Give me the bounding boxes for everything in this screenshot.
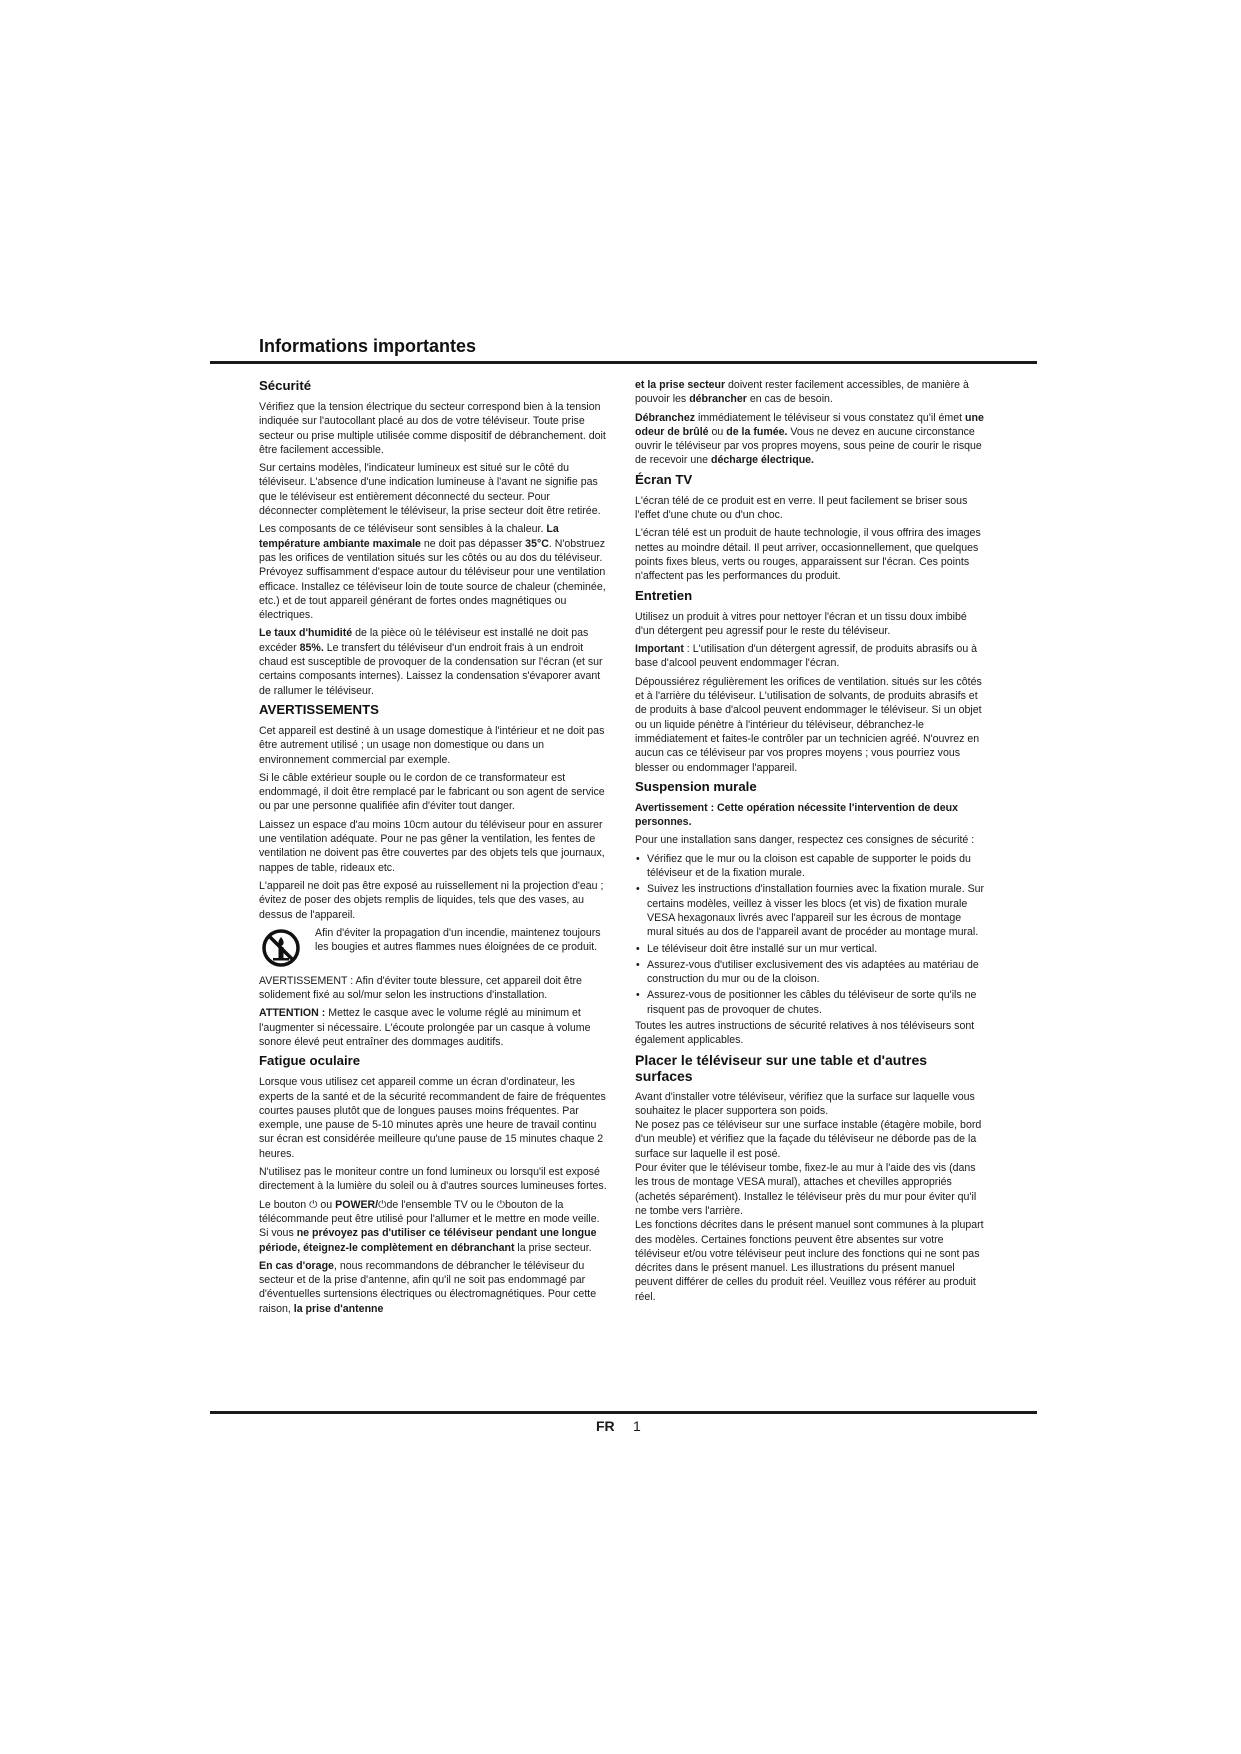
paragraph: ATTENTION : Mettez le casque avec le volume réglé au minimum et l'augmenter si nécessaire. L'écoute prolongée par un casque à volume sonore élevé peut entraîner des dommages auditifs.	[259, 1007, 591, 1048]
wall-mount-list	[635, 852, 987, 1017]
no-open-flame-icon	[261, 928, 301, 968]
power-symbol-icon: ⏻	[378, 1198, 387, 1211]
paragraph: et la prise secteur doivent rester facilement accessibles, de manière à pouvoir les débrancher en cas de besoin.	[635, 379, 969, 406]
left-column	[259, 378, 611, 1316]
wall-mount-warning: Avertissement : Cette opération nécessite l'intervention de deux personnes.	[635, 801, 958, 829]
paragraph: N'utilisez pas le moniteur contre un fond lumineux ou lorsqu'il est exposé directement à la lumière du soleil ou à d'autres sources lumineuses fortes.	[259, 1166, 607, 1193]
paragraph: Important : L'utilisation d'un détergent agressif, de produits abrasifs ou à base d'alcool peuvent endommager l'écran.	[635, 643, 978, 670]
paragraph: En cas d'orage, nous recommandons de débrancher le téléviseur du secteur et de la prise d'antenne, afin qu'il ne soit pas endommagé par d'éventuelles surtensions électriques ou électromagnétiques. Pour cette raison, la prise d'antenne	[259, 1259, 597, 1315]
paragraph: L'appareil ne doit pas être exposé au ruissellement ni la projection d'eau ; évitez de poser des objets remplis de liquides, tels que des vases, au dessus de l'appareil.	[259, 879, 604, 921]
list-item: • Suivez les instructions d'installation fournies avec la fixation murale. Sur certains modèles, veillez à visser les blocs (et vis) de fixation murale VESA hexagonaux livrés avec l'appareil sur les écrous de montage mural situés au dos de l'appareil avant de procéder au montage mural.	[635, 882, 987, 939]
list-item: • Assurez-vous de positionner les câbles du téléviseur de sorte qu'ils ne risquent pas de provoquer de chutes.	[635, 988, 987, 1017]
footer-divider	[210, 1411, 1037, 1414]
power-symbol-icon: ⏻	[496, 1198, 506, 1211]
power-symbol-icon: ⏻	[309, 1198, 318, 1211]
paragraph: Laissez un espace d'au moins 10cm autour du téléviseur pour en assurer une ventilation adéquate. Pour ne pas gêner la ventilation, les fentes de ventilation ne doivent pas être couvertes par des objets tels que journaux, nappes de table, rideaux etc.	[259, 818, 605, 874]
section-heading-securite: Sécurité	[259, 378, 312, 393]
paragraph: Ne posez pas ce téléviseur sur une surface instable (étagère mobile, bord d'un meuble) et vérifiez que la façade du téléviseur ne déborde pas de la surface sur laquelle il est posé.	[635, 1119, 982, 1160]
fire-warning-text: Afin d'éviter la propagation d'un incendie, maintenez toujours les bougies et autres flammes nues éloignées de ce produit.	[315, 926, 601, 954]
page-number: 1	[633, 1418, 641, 1434]
paragraph: Utilisez un produit à vitres pour nettoyer l'écran et un tissu doux imbibé d'un détergent peu agressif pour le reste du téléviseur.	[635, 610, 967, 637]
paragraph: Toutes les autres instructions de sécurité relatives à nos téléviseurs sont également applicables.	[635, 1019, 975, 1047]
page-title: Informations importantes	[259, 336, 477, 356]
paragraph: Les composants de ce téléviseur sont sensibles à la chaleur. La température ambiante maximale ne doit pas dépasser 35°C. N'obstruez pas les orifices de ventilation situés sur les côtés ou au dos du téléviseur. Prévoyez suffisamment d'espace autour du téléviseur pour une ventilation efficace. Installez ce téléviseur loin de toute source de chaleur (cheminée, etc.) et de tout appareil générant de fortes ondes magnétiques ou électriques.	[259, 523, 606, 622]
paragraph: Débranchez immédiatement le téléviseur si vous constatez qu'il émet une odeur de brûlé ou de la fumée. Vous ne devez en aucune circonstance ouvrir le téléviseur par vos propres moyens, sous peine de courir le risque de recevoir une décharge électrique.	[635, 411, 984, 467]
paragraph: AVERTISSEMENT : Afin d'éviter toute blessure, cet appareil doit être solidement fixé au sol/mur selon les instructions d'installation.	[259, 974, 582, 1002]
paragraph: Sur certains modèles, l'indicateur lumineux est situé sur le côté du téléviseur. L'absence d'une indication lumineuse à l'avant ne signifie pas que le téléviseur est entièrement déconnecté du secteur. Pour déconnecter complètement le téléviseur, la prise secteur doit être retirée.	[259, 462, 601, 518]
paragraph: Vérifiez que la tension électrique du secteur correspond bien à la tension indiquée sur l'autocollant placé au dos de votre téléviseur. Toute prise secteur ou prise multiple utilisée comme dispositif de débranchement. doit être facilement accessible.	[259, 401, 606, 456]
section-heading-fatigue: Fatigue oculaire	[259, 1053, 361, 1069]
paragraph: L'écran télé est un produit de haute technologie, il vous offrira des images nettes au moindre détail. Il peut arriver, occasionnellement, que quelques points fixes bleus, verts ou rouges, apparaissent sur l'écran. Ces points n'affectent pas les performances du produit.	[635, 527, 981, 583]
paragraph: L'écran télé de ce produit est en verre. Il peut facilement se briser sous l'effet d'une chute ou d'un choc.	[635, 494, 968, 522]
language-code: FR	[596, 1418, 615, 1434]
paragraph: Si le câble extérieur souple ou le cordon de ce transformateur est endommagé, il doit être remplacé par le fabricant ou son agent de service ou par une personne qualifiée afin d'éviter tout danger.	[259, 771, 605, 813]
paragraph: Lorsque vous utilisez cet appareil comme un écran d'ordinateur, les experts de la santé et de la sécurité recommandent de faire de fréquentes courtes pauses plutôt que de longues pauses moins fréquentes. Par exemple, une pause de 5-10 minutes après une heure de travail continu sur écran est considérée meilleure qu'une pause de 15 minutes chaque 2 heures.	[259, 1076, 606, 1160]
paragraph: Cet appareil est destiné à un usage domestique à l'intérieur et ne doit pas être autrement utilisé ; un usage non domestique ou dans un environnement commercial par exemple.	[259, 724, 605, 766]
right-column	[635, 378, 987, 1304]
list-item: • Le téléviseur doit être installé sur un mur vertical.	[635, 942, 987, 956]
section-heading-avertissements: AVERTISSEMENTS	[259, 701, 379, 717]
section-heading-suspension: Suspension murale	[635, 778, 757, 794]
list-item: • Vérifiez que le mur ou la cloison est capable de supporter le poids du téléviseur et de la fixation murale.	[635, 852, 987, 881]
paragraph: Le bouton ⏻ ou POWER/⏻de l'ensemble TV ou le ⏻bouton de la télécommande peut être utilisé pour l'allumer et le mettre en mode veille. Si vous ne prévoyez pas d'utiliser ce téléviseur pendant une longue période, éteignez-le complètement en débranchant la prise secteur.	[259, 1198, 600, 1254]
paragraph: Le taux d'humidité de la pièce où le téléviseur est installé ne doit pas excéder 85%. Le transfert du téléviseur d'un endroit frais à un endroit chaud est susceptible de provoquer de la condensation sur l'écran (et sur certains composants internes). Laissez la condensation s'évaporer avant de rallumer le téléviseur.	[259, 627, 603, 697]
paragraph: Les fonctions décrites dans le présent manuel sont communes à la plupart des modèles. Certaines fonctions peuvent être absentes sur votre téléviseur et/ou votre téléviseur peut inclure des fonctions qui ne sont pas décrites dans le présent manuel. Les illustrations du présent manuel peuvent différer de celles du produit réel. Veuillez vous référer au produit réel.	[635, 1219, 984, 1303]
paragraph: Dépoussiérez régulièrement les orifices de ventilation. situés sur les côtés et à l'arrière du téléviseur. L'utilisation de solvants, de produits abrasifs et de produits à base d'alcool peuvent endommager le téléviseur. Si un objet ou un liquide pénètre à l'intérieur du téléviseur, débranchez-le immédiatement et faites-le contrôler par un technicien agréé. N'ouvrez en aucun cas ce téléviseur par vos propres moyens ; vous pourriez vous blesser ou endommager l'appareil.	[635, 675, 982, 774]
paragraph: Avant d'installer votre téléviseur, vérifiez que la surface sur laquelle vous souhaitez le placer supportera son poids.	[635, 1090, 975, 1117]
section-heading-entretien: Entretien	[635, 587, 693, 603]
paragraph: Pour éviter que le téléviseur tombe, fixez-le au mur à l'aide des vis (dans les trous de montage VESA mural), attaches et chevilles appropriés (achetés séparément). Installez le téléviseur près du mur pour éviter qu'il ne tombe vers l'arrière.	[635, 1162, 977, 1217]
section-heading-placer: Placer le téléviseur sur une table et d'autres surfaces	[635, 1051, 928, 1084]
paragraph: Pour une installation sans danger, respectez ces consignes de sécurité :	[635, 834, 975, 847]
section-heading-ecran: Écran TV	[635, 471, 693, 487]
list-item: • Assurez-vous d'utiliser exclusivement des vis adaptées au matériau de construction du mur ou de la cloison.	[635, 958, 987, 987]
header-divider	[210, 361, 1037, 364]
fire-warning	[259, 926, 611, 968]
